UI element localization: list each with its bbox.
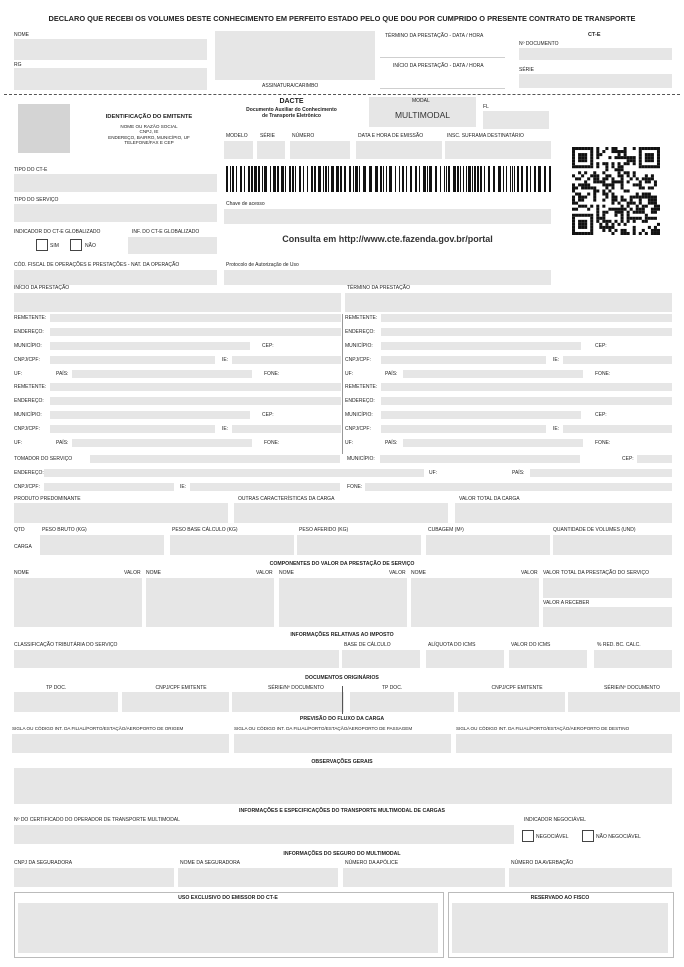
- modelo-label: MODELO: [226, 133, 248, 139]
- tomador-cnpj-field[interactable]: [44, 483, 174, 491]
- reservado-fisco-field[interactable]: [452, 903, 668, 953]
- cubagem-field[interactable]: [426, 535, 550, 555]
- modal-label: MODAL: [412, 98, 430, 104]
- documento-0-cnpj-label: CNPJ/CPF EMITENTE: [155, 685, 207, 691]
- party-1-0-fone-label: FONE:: [264, 440, 280, 446]
- party-1-0-cnpj-field[interactable]: [50, 425, 215, 433]
- party-1-0-endereco-label: ENDEREÇO:: [14, 398, 44, 404]
- party-1-1-endereco-label: ENDEREÇO:: [345, 398, 375, 404]
- tipo-cte-field[interactable]: [14, 174, 217, 192]
- valor-total-servico-label: VALOR TOTAL DA PRESTAÇÃO DO SERVIÇO: [543, 570, 649, 576]
- party-0-0-ie-label: IE:: [222, 357, 229, 363]
- fl-label: FL: [483, 104, 489, 110]
- party-1-1-remetente-field[interactable]: [381, 383, 672, 391]
- protocolo-label: Protocolo de Autorização de Uso: [226, 262, 299, 268]
- documento-1-serie-label: SÉRIE/Nº DOCUMENTO: [604, 685, 660, 691]
- party-0-1-uf-label: UF:: [345, 371, 354, 377]
- multimodal-title: INFORMAÇÕES E ESPECIFICAÇÕES DO TRANSPORTE MULTIMODAL DE CARGAS: [239, 808, 445, 814]
- componente-3-nome-label: NOME: [411, 570, 426, 576]
- documentos-divider: [342, 686, 343, 714]
- peso-bruto-label: PESO BRUTO (KG): [42, 527, 87, 533]
- serie-field[interactable]: [257, 141, 285, 159]
- seguro-nome-field[interactable]: [178, 868, 338, 887]
- party-1-0-municipio-field[interactable]: [50, 411, 250, 419]
- sim-label: SIM: [50, 243, 59, 249]
- certificado-label: Nº DO CERTIFICADO DO OPERADOR DE TRANSPORTE MULTIMODAL: [14, 817, 180, 823]
- tomador-municipio-field[interactable]: [380, 455, 580, 463]
- party-0-1-endereco-field[interactable]: [381, 328, 672, 336]
- componente-0-field[interactable]: [14, 578, 142, 627]
- nao-negociavel-label: NÃO NEGOCIÁVEL: [596, 834, 641, 840]
- emitente-detail-3: ENDEREÇO, BAIRRO, MUNICÍPIO, UF: [108, 134, 190, 140]
- carga-label: CARGA: [14, 544, 32, 550]
- uso-exclusivo-field[interactable]: [18, 903, 438, 953]
- componente-0-nome-label: NOME: [14, 570, 29, 576]
- insc-suframa-label: INSC. SUFRAMA DESTINATÁRIO: [447, 133, 524, 139]
- emitente-detail-1: NOME OU RAZÃO SOCIAL: [120, 124, 178, 129]
- inf-global-field[interactable]: [128, 237, 217, 254]
- party-0-0-fone-label: FONE:: [264, 371, 280, 377]
- dacte-subtitle-1: Documento Auxiliar do Conhecimento: [246, 107, 337, 113]
- party-0-1-cep-label: CEP:: [595, 343, 607, 349]
- consulta-text: Consulta em http://www.cte.fazenda.gov.br/portal: [282, 234, 493, 244]
- componente-3-field[interactable]: [411, 578, 539, 627]
- indicador-negociavel-label: INDICADOR NEGOCIÁVEL: [524, 817, 586, 823]
- cut-line: [4, 94, 680, 95]
- componente-2-nome-label: NOME: [279, 570, 294, 576]
- party-1-1-pais-field[interactable]: [403, 439, 583, 447]
- valor-carga-label: VALOR TOTAL DA CARGA: [459, 496, 520, 502]
- tomador-endereco-field[interactable]: [44, 469, 424, 477]
- inf-global-label: INF. DO CT-E GLOBALIZADO: [132, 229, 200, 235]
- documento-0-tp_doc-field[interactable]: [14, 692, 118, 712]
- fluxo-origem-label: SIGLA OU CÓDIGO INT. DA FILIAL/PORTO/ESTAÇÃO/AEROPORTO DE ORIGEM: [12, 726, 184, 731]
- party-0-0-ie-field[interactable]: [232, 356, 341, 364]
- protocolo-field[interactable]: [224, 270, 551, 285]
- receipt-inicio-label: INÍCIO DA PRESTAÇÃO - DATA / HORA: [393, 63, 484, 69]
- base-calculo-label: BASE DE CÁLCULO: [344, 642, 391, 648]
- receipt-ndoc-field[interactable]: [519, 48, 672, 60]
- party-0-1-remetente-label: REMETENTE:: [345, 315, 378, 321]
- nao-label: NÃO: [85, 243, 96, 249]
- insc-suframa-field[interactable]: [445, 141, 551, 159]
- peso-base-label: PESO BASE CÁLCULO (KG): [172, 527, 238, 533]
- tomador-ie-field[interactable]: [190, 483, 340, 491]
- tomador-title: TOMADOR DO SERVIÇO: [14, 456, 73, 462]
- fluxo-passagem-field[interactable]: [234, 734, 451, 753]
- party-0-1-municipio-label: MUNICÍPIO:: [345, 343, 373, 349]
- receipt-title: DECLARO QUE RECEBI OS VOLUMES DESTE CONHECIMENTO EM PERFEITO ESTADO PELO QUE DOU POR CUMPRIDO O PRESENTE CONTRATO DE TRANSPORTE: [48, 14, 636, 23]
- data-emissao-field[interactable]: [356, 141, 442, 159]
- cubagem-label: CUBAGEM (M³): [428, 527, 464, 533]
- qr-code: [572, 147, 660, 235]
- componente-3-valor-label: VALOR: [521, 570, 538, 576]
- dacte-title: DACTE: [279, 98, 304, 105]
- party-0-1-remetente-field[interactable]: [381, 314, 672, 322]
- fluxo-passagem-label: SIGLA OU CÓDIGO INT. DA FILIAL/PORTO/ESTAÇÃO/AEROPORTO DE PASSAGEM: [234, 726, 413, 731]
- serie-label: SÉRIE: [260, 133, 276, 139]
- inicio-prestacao-field[interactable]: [14, 293, 341, 312]
- party-0-0-endereco-label: ENDEREÇO:: [14, 329, 44, 335]
- party-0-0-cnpj-field[interactable]: [50, 356, 215, 364]
- party-0-1-pais-label: PAÍS:: [385, 371, 398, 377]
- party-1-0-remetente-field[interactable]: [50, 383, 341, 391]
- valor-total-servico-field[interactable]: [543, 578, 672, 598]
- documento-0-cnpj-field[interactable]: [122, 692, 229, 712]
- numero-field[interactable]: [290, 141, 350, 159]
- termino-prestacao-field[interactable]: [345, 293, 672, 312]
- aliquota-field[interactable]: [426, 650, 504, 668]
- party-1-1-ie-label: IE:: [553, 426, 560, 432]
- receipt-termino-line: [380, 57, 505, 58]
- valor-icms-field[interactable]: [509, 650, 587, 668]
- parties-divider: [342, 314, 343, 454]
- documento-0-serie-label: SÉRIE/Nº DOCUMENTO: [268, 685, 324, 691]
- receipt-nome-label: NOME: [14, 32, 29, 38]
- dacte-subtitle-2: de Transporte Eletrônico: [262, 113, 321, 119]
- negociavel-label: NEGOCIÁVEL: [536, 834, 569, 840]
- tomador-pais-label: PAÍS:: [512, 470, 525, 476]
- seguro-apolice-label: NÚMERO DA APÓLICE: [345, 860, 399, 866]
- componente-1-nome-label: NOME: [146, 570, 161, 576]
- peso-base-field[interactable]: [170, 535, 294, 555]
- party-0-0-pais-label: PAÍS:: [56, 371, 69, 377]
- seguro-averbacao-label: NÚMERO DA AVERBAÇÃO: [511, 860, 574, 866]
- party-0-0-pais-field[interactable]: [72, 370, 252, 378]
- receipt-serie-label: SÉRIE: [519, 67, 535, 73]
- receipt-cte-label: CT-E: [588, 32, 601, 38]
- componente-1-valor-label: VALOR: [256, 570, 273, 576]
- componentes-title: COMPONENTES DO VALOR DA PRESTAÇÃO DE SERVIÇO: [269, 561, 415, 567]
- party-1-1-endereco-field[interactable]: [381, 397, 672, 405]
- classificacao-label: CLASSIFICAÇÃO TRIBUTÁRIA DO SERVIÇO: [14, 642, 118, 648]
- party-0-1-cnpj-field[interactable]: [381, 356, 546, 364]
- red-bc-label: % RED. BC. CALC.: [597, 642, 641, 648]
- indicador-global-label: INDICADOR DO CT-E GLOBALIZADO: [14, 229, 101, 235]
- red-bc-field[interactable]: [594, 650, 672, 668]
- termino-prestacao-label: TÉRMINO DA PRESTAÇÃO: [347, 285, 410, 291]
- party-1-0-cep-label: CEP:: [262, 412, 274, 418]
- party-1-1-municipio-label: MUNICÍPIO:: [345, 412, 373, 418]
- tipo-servico-label: TIPO DO SERVIÇO: [14, 197, 59, 203]
- party-1-1-cnpj-label: CNPJ/CPF:: [345, 426, 371, 432]
- logo-placeholder: [18, 104, 70, 153]
- tomador-cnpj-label: CNPJ/CPF:: [14, 484, 40, 490]
- inicio-prestacao-label: INÍCIO DA PRESTAÇÃO: [14, 285, 70, 291]
- party-1-1-pais-label: PAÍS:: [385, 440, 398, 446]
- seguro-nome-label: NOME DA SEGURADORA: [180, 860, 241, 866]
- tomador-cep-field[interactable]: [637, 455, 672, 463]
- emitente-detail-4: TELEFONE/FAX E CEP: [124, 140, 174, 146]
- fluxo-title: PREVISÃO DO FLUXO DA CARGA: [299, 716, 385, 722]
- party-0-0-uf-label: UF:: [14, 371, 23, 377]
- party-1-0-ie-label: IE:: [222, 426, 229, 432]
- emitente-detail-2: CNPJ, IE: [139, 129, 159, 135]
- outras-label: OUTRAS CARACTERÍSTICAS DA CARGA: [238, 496, 335, 502]
- tomador-endereco-label: ENDEREÇO:: [14, 470, 44, 476]
- seguro-averbacao-field[interactable]: [509, 868, 672, 887]
- documento-0-serie-field[interactable]: [232, 692, 344, 712]
- fluxo-destino-field[interactable]: [456, 734, 672, 753]
- party-0-1-municipio-field[interactable]: [381, 342, 581, 350]
- party-1-0-ie-field[interactable]: [232, 425, 341, 433]
- componente-1-field[interactable]: [146, 578, 274, 627]
- party-0-1-fone-label: FONE:: [595, 371, 611, 377]
- party-1-1-uf-label: UF:: [345, 440, 354, 446]
- receipt-ndoc-label: Nº DOCUMENTO: [519, 41, 559, 47]
- emitente-title: IDENTIFICAÇÃO DO EMITENTE: [105, 114, 193, 120]
- chave-field[interactable]: [224, 209, 551, 224]
- nao-checkbox[interactable]: [70, 239, 82, 251]
- observacoes-field[interactable]: [14, 768, 672, 804]
- produto-label: PRODUTO PREDOMINANTE: [14, 496, 81, 502]
- seguro-title: INFORMAÇÕES DO SEGURO DO MULTIMODAL: [283, 851, 401, 857]
- peso-aferido-field[interactable]: [297, 535, 421, 555]
- tomador-municipio-label: MUNICÍPIO:: [347, 456, 375, 462]
- outras-field[interactable]: [234, 503, 448, 523]
- fl-field[interactable]: [483, 111, 549, 129]
- receipt-termino-label: TÉRMINO DA PRESTAÇÃO - DATA / HORA: [385, 33, 484, 39]
- party-1-1-municipio-field[interactable]: [381, 411, 581, 419]
- tomador-ie-label: IE:: [180, 484, 187, 490]
- receipt-inicio-line: [380, 88, 505, 89]
- peso-aferido-label: PESO AFERIDO (KG): [299, 527, 349, 533]
- componente-0-valor-label: VALOR: [124, 570, 141, 576]
- qtd-label: QTD: [14, 527, 25, 533]
- reservado-fisco-label: RESERVADO AO FISCO: [530, 895, 590, 901]
- party-1-1-cnpj-field[interactable]: [381, 425, 546, 433]
- tomador-cep-label: CEP:: [622, 456, 634, 462]
- party-1-0-remetente-label: REMETENTE:: [14, 384, 47, 390]
- party-1-0-cnpj-label: CNPJ/CPF:: [14, 426, 40, 432]
- tomador-uf-label: UF:: [429, 470, 438, 476]
- fluxo-origem-field[interactable]: [12, 734, 229, 753]
- party-1-0-municipio-label: MUNICÍPIO:: [14, 412, 42, 418]
- classificacao-field[interactable]: [14, 650, 339, 668]
- valor-receber-field[interactable]: [543, 607, 672, 627]
- nao-negociavel-checkbox[interactable]: [582, 830, 594, 842]
- valor-receber-label: VALOR A RECEBER: [543, 600, 590, 606]
- receipt-rg-label: RG: [14, 62, 22, 68]
- tipo-servico-field[interactable]: [14, 204, 217, 222]
- certificado-field[interactable]: [14, 825, 514, 844]
- documentos-title: DOCUMENTOS ORIGINÁRIOS: [305, 675, 379, 681]
- aliquota-label: ALÍQUOTA DO ICMS: [428, 642, 476, 648]
- party-0-0-remetente-label: REMETENTE:: [14, 315, 47, 321]
- produto-field[interactable]: [14, 503, 228, 523]
- quantidade-label: QUANTIDADE DE VOLUMES (UND): [553, 527, 636, 533]
- documento-1-cnpj-label: CNPJ/CPF EMITENTE: [491, 685, 543, 691]
- fluxo-destino-label: SIGLA OU CÓDIGO INT. DA FILIAL/PORTO/ESTAÇÃO/AEROPORTO DE DESTINO: [456, 726, 630, 731]
- party-1-0-pais-field[interactable]: [72, 439, 252, 447]
- party-0-0-municipio-field[interactable]: [50, 342, 250, 350]
- documento-1-tp_doc-field[interactable]: [350, 692, 454, 712]
- documento-1-cnpj-field[interactable]: [458, 692, 565, 712]
- party-1-1-cep-label: CEP:: [595, 412, 607, 418]
- componente-2-valor-label: VALOR: [389, 570, 406, 576]
- tomador-fone-label: FONE:: [347, 484, 363, 490]
- modelo-field[interactable]: [224, 141, 253, 159]
- party-0-0-remetente-field[interactable]: [50, 314, 341, 322]
- party-0-0-cep-label: CEP:: [262, 343, 274, 349]
- documento-0-tp_doc-label: TP DOC.: [46, 685, 67, 691]
- party-1-1-remetente-label: REMETENTE:: [345, 384, 378, 390]
- quantidade-field[interactable]: [553, 535, 672, 555]
- party-0-1-cnpj-label: CNPJ/CPF:: [345, 357, 371, 363]
- party-0-1-endereco-label: ENDEREÇO:: [345, 329, 375, 335]
- sim-checkbox[interactable]: [36, 239, 48, 251]
- seguro-cnpj-label: CNPJ DA SEGURADORA: [14, 860, 73, 866]
- modal-value: MULTIMODAL: [394, 110, 451, 120]
- uso-exclusivo-label: USO EXCLUSIVO DO EMISSOR DO CT-E: [178, 895, 278, 901]
- base-calculo-field[interactable]: [342, 650, 420, 668]
- numero-label: NÚMERO: [292, 133, 315, 139]
- barcode: [226, 166, 551, 192]
- party-0-1-ie-field[interactable]: [563, 356, 672, 364]
- observacoes-title: OBSERVAÇÕES GERAIS: [311, 759, 373, 765]
- party-0-1-ie-label: IE:: [553, 357, 560, 363]
- party-1-0-uf-label: UF:: [14, 440, 23, 446]
- cfop-field[interactable]: [14, 270, 217, 285]
- party-0-0-municipio-label: MUNICÍPIO:: [14, 343, 42, 349]
- seguro-apolice-field[interactable]: [343, 868, 505, 887]
- party-0-0-cnpj-label: CNPJ/CPF:: [14, 357, 40, 363]
- receipt-signature-label: ASSINATURA/CARIMBO: [262, 83, 319, 89]
- receipt-signature-field[interactable]: [215, 31, 375, 80]
- chave-label: Chave de acesso: [226, 201, 265, 207]
- componente-2-field[interactable]: [279, 578, 407, 627]
- valor-carga-field[interactable]: [455, 503, 672, 523]
- receipt-rg-field[interactable]: [14, 68, 207, 90]
- negociavel-checkbox[interactable]: [522, 830, 534, 842]
- documento-1-tp_doc-label: TP DOC.: [382, 685, 403, 691]
- party-1-1-ie-field[interactable]: [563, 425, 672, 433]
- data-emissao-label: DATA E HORA DE EMISSÃO: [358, 133, 424, 139]
- party-1-1-fone-label: FONE:: [595, 440, 611, 446]
- receipt-serie-field[interactable]: [519, 74, 672, 88]
- valor-icms-label: VALOR DO ICMS: [511, 642, 551, 648]
- cfop-label: CÓD. FISCAL DE OPERAÇÕES E PRESTAÇÕES - NAT. DA OPERAÇÃO: [14, 262, 180, 268]
- documento-1-serie-field[interactable]: [568, 692, 680, 712]
- imposto-title: INFORMAÇÕES RELATIVAS AO IMPOSTO: [290, 632, 394, 638]
- party-0-1-pais-field[interactable]: [403, 370, 583, 378]
- party-0-0-endereco-field[interactable]: [50, 328, 341, 336]
- party-1-0-endereco-field[interactable]: [50, 397, 341, 405]
- seguro-cnpj-field[interactable]: [14, 868, 174, 887]
- tipo-cte-label: TIPO DO CT-E: [14, 167, 48, 173]
- peso-bruto-field[interactable]: [40, 535, 164, 555]
- tomador-name-field[interactable]: [90, 455, 340, 463]
- tomador-fone-field[interactable]: [365, 483, 672, 491]
- tomador-pais-field[interactable]: [530, 469, 672, 477]
- receipt-nome-field[interactable]: [14, 39, 207, 60]
- party-1-0-pais-label: PAÍS:: [56, 440, 69, 446]
